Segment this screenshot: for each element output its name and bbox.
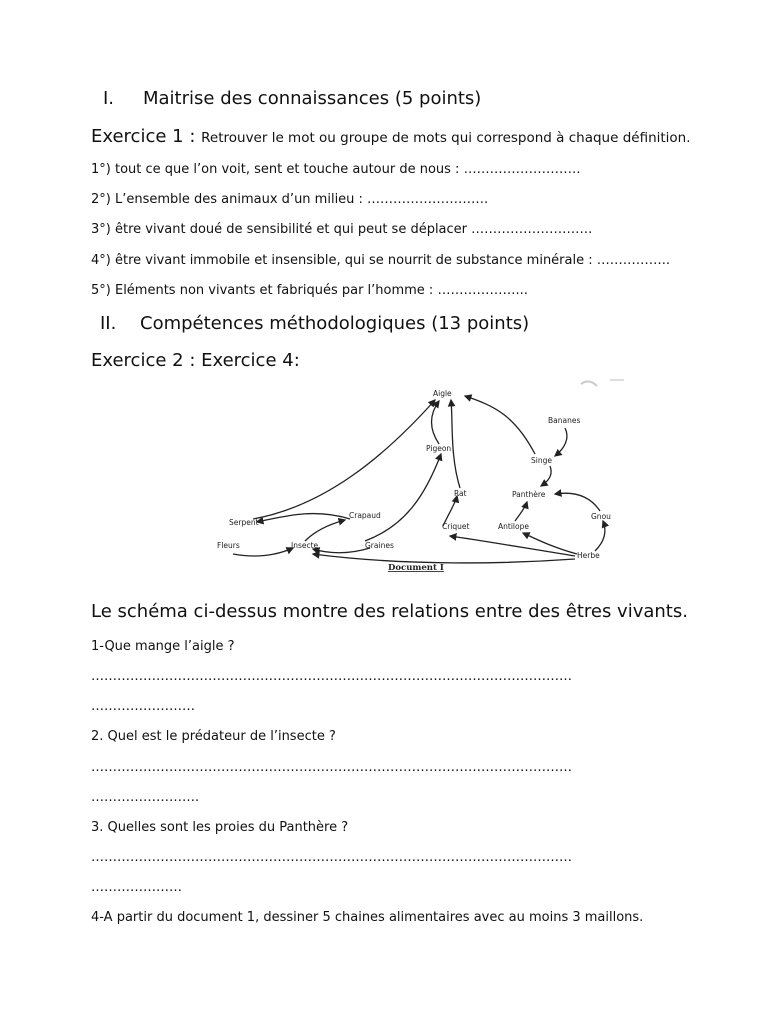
answer-line-2b: ……………………. (91, 790, 200, 805)
node-pigeon: Pigeon (426, 444, 452, 453)
figure-caption: Document I (388, 563, 444, 573)
answer-line-3a: ………………………………………………………………………………………………… (91, 850, 572, 865)
section-2-number: II. (100, 313, 117, 334)
node-criquet: Criquet (442, 522, 470, 531)
arrow-antilope-panthere (515, 502, 527, 521)
arrow-fleurs-insecte (233, 548, 293, 556)
node-fleurs: Fleurs (217, 541, 240, 550)
node-gnou: Gnou (591, 512, 611, 521)
node-rat: Rat (454, 489, 467, 498)
section-1-number: I. (103, 88, 115, 109)
arrow-herbe-criquet (450, 536, 575, 556)
question-1: 1-Que mange l’aigle ? (91, 639, 235, 654)
arrow-singe-aigle (465, 396, 535, 454)
exercise-2-heading: Exercice 2 : Exercice 4: (91, 350, 300, 371)
arrow-graines-insecte (313, 548, 370, 553)
answer-line-3b: ………………… (91, 880, 182, 895)
arrow-rat-aigle (451, 400, 460, 488)
section-2-heading (100, 313, 529, 334)
node-insecte: Insecte (291, 541, 319, 550)
exercise-1-item-5: 5°) Eléments non vivants et fabriqués par l’homme : ………………... (91, 283, 528, 298)
node-herbe: Herbe (577, 551, 600, 560)
food-web-diagram (205, 376, 635, 576)
arrow-bananes-singe (555, 428, 567, 456)
section-1-heading (103, 88, 481, 109)
question-3: 3. Quelles sont les proies du Panthère ? (91, 820, 349, 835)
exercise-1-item-4: 4°) être vivant immobile et insensible, qui se nourrit de substance minérale : …………….. (91, 253, 671, 268)
arrow-pigeon-aigle (431, 401, 439, 444)
node-singe: Singe (531, 456, 552, 465)
schema-statement: Le schéma ci-dessus montre des relations entre des êtres vivants. (91, 601, 688, 622)
scan-mark (581, 381, 597, 386)
node-bananes: Bananes (548, 416, 581, 425)
node-antilope: Antilope (498, 522, 529, 531)
section-1-title: Maitrise des connaissances (5 points) (143, 88, 482, 109)
answer-line-1b: …………………… (91, 699, 195, 714)
arrow-graines-pigeon (365, 454, 441, 541)
arrow-singe-panthere (541, 466, 551, 486)
exercise-1-item-3: 3°) être vivant doué de sensibilité et qui peut se déplacer ………………………. (91, 222, 593, 237)
node-crapaud: Crapaud (349, 511, 381, 520)
node-aigle: Aigle (433, 389, 452, 398)
arrow-herbe-gnou (595, 521, 605, 551)
arrow-herbe-insecte (313, 554, 575, 563)
answer-line-1a: ………………………………………………………………………………………………… (91, 669, 572, 684)
exercise-1-item-2: 2°) L’ensemble des animaux d’un milieu : ………………………. (91, 192, 489, 207)
arrow-serpent-aigle (253, 400, 435, 519)
exercise-1-item-1: 1°) tout ce que l’on voit, sent et touche autour de nous : ……………………… (91, 162, 581, 177)
answer-line-2a: ………………………………………………………………………………………………… (91, 760, 572, 775)
arrow-gnou-panthere (555, 493, 600, 511)
node-panthere: Panthère (512, 490, 546, 499)
arrow-herbe-antilope (523, 533, 577, 554)
node-graines: Graines (365, 541, 394, 550)
node-serpent: Serpent (229, 518, 259, 527)
arrow-insecte-crapaud (305, 520, 345, 541)
question-4: 4-A partir du document 1, dessiner 5 chaines alimentaires avec au moins 3 maillons. (91, 910, 644, 925)
section-2-title: Compétences méthodologiques (13 points) (140, 313, 530, 334)
exercise-1-instruction: Retrouver le mot ou groupe de mots qui correspond à chaque définition. (201, 130, 691, 146)
exercise-1-label: Exercice 1 : (91, 126, 196, 147)
exercise-1-heading (91, 126, 691, 147)
question-2: 2. Quel est le prédateur de l’insecte ? (91, 729, 336, 744)
